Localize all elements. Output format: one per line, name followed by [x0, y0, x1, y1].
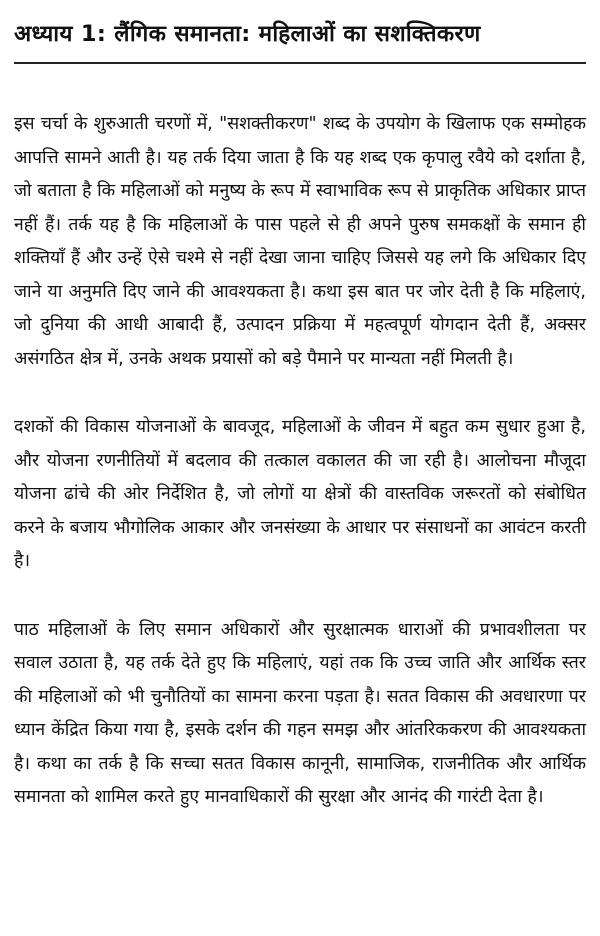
body-paragraph-2: दशकों की विकास योजनाओं के बावजूद, महिलाओं के जीवन में बहुत कम सुधार हुआ है, और योजना रणनीतियों में बदलाव की तत्काल वकालत की जा रही है। आलोचना मौजूदा योजना ढांचे की ओर निर्देशित है, जो लोगों या क्षेत्रों की वास्तविक जरूरतों को संबोधित करने के बजाय भौगोलिक आकार और जनसंख्या के आधार पर संसाधनों का आवंटन करती है। — [14, 417, 586, 571]
body-paragraph-1: इस चर्चा के शुरुआती चरणों में, "सशक्तीकरण" शब्द के उपयोग के खिलाफ एक सम्मोहक आपत्ति सामने आती है। यह तर्क दिया जाता है कि यह शब्द एक कृपालु रवैये को दर्शाता है, जो बताता है कि महिलाओं को मनुष्य के रूप में स्वाभाविक रूप से प्राकृतिक अधिकार प्राप्त नहीं हैं। तर्क यह है कि महिलाओं के पास पहले से ही अपने पुरुष समकक्षों के समान ही शक्तियाँ हैं और उन्हें ऐसे चश्मे से नहीं देखा जाना चाहिए जिससे यह लगे कि अधिकार दिए जाने या अनुमति दिए जाने की आवश्यकता है। कथा इस बात पर जोर देती है कि महिलाएं, जो दुनिया की आधी आबादी हैं, उत्पादन प्रक्रिया में महत्वपूर्ण योगदान देती हैं, अक्सर असंगठित क्षेत्र में, उनके अथक प्रयासों को बड़े पैमाने पर मान्यता नहीं मिलती है। — [14, 114, 586, 369]
title-divider — [14, 62, 586, 64]
chapter-title: अध्याय 1: लैंगिक समानता: महिलाओं का सशक्तिकरण — [14, 21, 481, 47]
body-paragraph-3: पाठ महिलाओं के लिए समान अधिकारों और सुरक्षात्मक धाराओं की प्रभावशीलता पर सवाल उठाता है, यह तर्क देते हुए कि महिलाएं, यहां तक कि उच्च जाति और आर्थिक स्तर की महिलाओं को भी चुनौतियों का सामना करना पड़ता है। सतत विकास की अवधारणा पर ध्यान केंद्रित किया गया है, इसके दर्शन की गहन समझ और आंतरिककरण की आवश्यकता है। कथा का तर्क है कि सच्चा सतत विकास कानूनी, सामाजिक, राजनीतिक और आर्थिक समानता को शामिल करते हुए मानवाधिकारों की सुरक्षा और आनंद की गारंटी देता है। — [14, 619, 586, 807]
